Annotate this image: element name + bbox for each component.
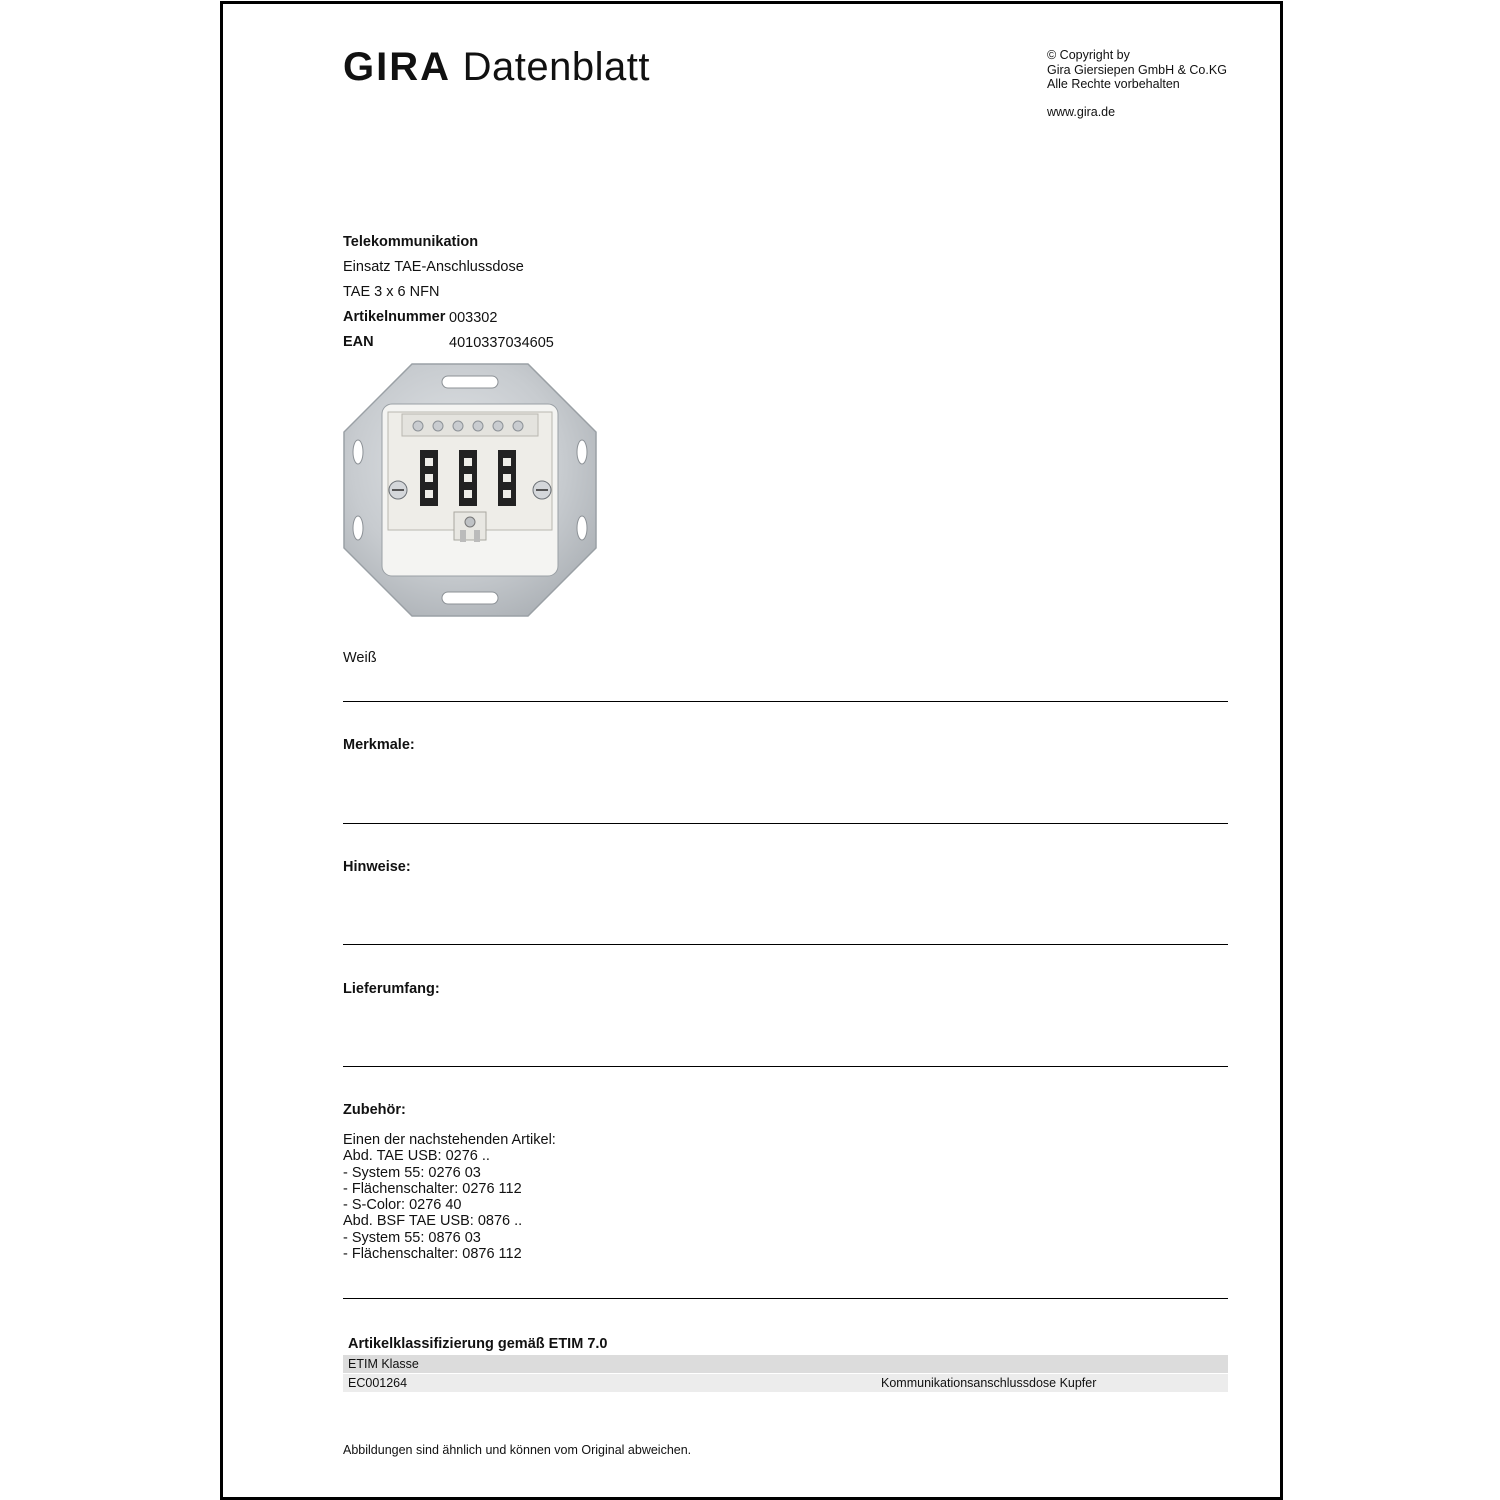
list-item: - System 55: 0876 03 bbox=[343, 1229, 481, 1246]
product-variant: TAE 3 x 6 NFN bbox=[343, 284, 440, 300]
etim-title: Artikelklassifizierung gemäß ETIM 7.0 bbox=[348, 1336, 608, 1352]
list-item: Einen der nachstehenden Artikel: bbox=[343, 1132, 556, 1148]
copyright-line: Gira Giersiepen GmbH & Co.KG bbox=[1047, 62, 1227, 77]
divider bbox=[343, 1298, 1228, 1299]
etim-header-cell: ETIM Klasse bbox=[348, 1357, 419, 1371]
divider bbox=[343, 1066, 1228, 1067]
etim-description: Kommunikationsanschlussdose Kupfer bbox=[881, 1376, 1097, 1390]
list-item: Abd. BSF TAE USB: 0876 .. bbox=[343, 1213, 523, 1230]
footer-disclaimer: Abbildungen sind ähnlich und können vom Original abweichen. bbox=[343, 1443, 692, 1457]
section-merkmale: Merkmale: bbox=[343, 737, 415, 753]
divider bbox=[343, 701, 1228, 702]
table-row bbox=[343, 1374, 1228, 1392]
list-item: - System 55: 0276 03 bbox=[343, 1164, 481, 1181]
product-color: Weiß bbox=[343, 650, 377, 666]
ean-value: 4010337034605 bbox=[449, 335, 554, 351]
brand-name: GIRA bbox=[343, 45, 451, 89]
etim-code: EC001264 bbox=[348, 1376, 408, 1390]
product-image bbox=[342, 362, 598, 618]
product-category: Telekommunikation bbox=[343, 234, 479, 250]
product-name: Einsatz TAE-Anschlussdose bbox=[343, 259, 524, 275]
section-lieferumfang: Lieferumfang: bbox=[343, 981, 440, 997]
ean-label: EAN bbox=[343, 334, 374, 350]
website-link[interactable]: www.gira.de bbox=[1047, 105, 1116, 119]
gira-datenblatt-logo bbox=[343, 44, 650, 90]
article-number-value: 003302 bbox=[449, 310, 498, 326]
copyright-line: © Copyright by bbox=[1047, 48, 1130, 62]
divider bbox=[343, 823, 1228, 824]
list-item: Abd. TAE USB: 0276 .. bbox=[343, 1148, 490, 1165]
section-zubehoer: Zubehör: bbox=[343, 1102, 406, 1118]
document-title: Datenblatt bbox=[462, 45, 650, 89]
divider bbox=[343, 944, 1228, 945]
article-number-label: Artikelnummer bbox=[343, 309, 446, 325]
section-hinweise: Hinweise: bbox=[343, 859, 411, 875]
etim-header-row bbox=[343, 1355, 1228, 1373]
copyright-line: Alle Rechte vorbehalten bbox=[1047, 77, 1180, 91]
copyright-block bbox=[1047, 48, 1227, 92]
list-item: - Flächenschalter: 0276 112 bbox=[343, 1180, 522, 1197]
list-item: - S-Color: 0276 40 bbox=[343, 1197, 462, 1214]
list-item: - Flächenschalter: 0876 112 bbox=[343, 1246, 522, 1263]
accessories-list bbox=[343, 1132, 556, 1262]
